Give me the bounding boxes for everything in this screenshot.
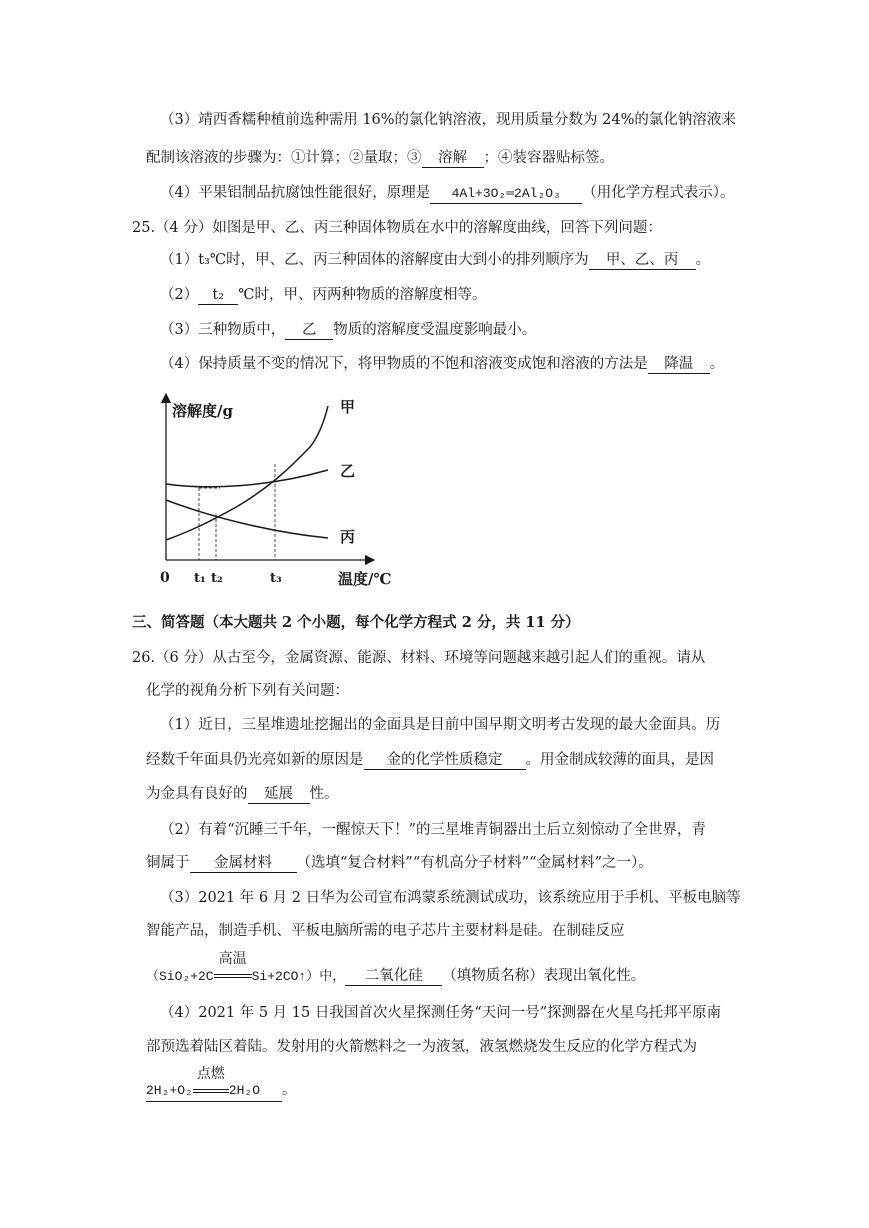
answer-blank: 降温 — [648, 355, 710, 374]
series-label-bing: 丙 — [340, 528, 356, 546]
answer-blank: 金属材料 — [190, 854, 297, 873]
text: 配制该溶液的步骤为：①计算；②量取；③ — [146, 150, 422, 166]
q26-part1-line2 — [146, 750, 714, 770]
answer-blank: 金的化学性质稳定 — [364, 751, 526, 770]
text: 部预选着陆区着陆。发射用的火箭燃料之一为液氢，液氢燃烧发生反应的化学方程式为 — [146, 1039, 697, 1055]
text: 。用金制成较薄的面具，是因 — [525, 752, 714, 768]
equals-sign — [193, 1089, 229, 1093]
q24-part3-line1 — [160, 110, 736, 130]
q26-part3-line1 — [160, 888, 741, 908]
text: 铜属于 — [146, 855, 190, 871]
text: （1）t₃℃时，甲、乙、丙三种固体的溶解度由大到小的排列顺序为 — [160, 252, 589, 268]
equation-right: Si+2CO↑）中， — [251, 969, 346, 984]
text: 26.（6 分）从古至今，金属资源、能源、材料、环境等问题越来越引起人们的重视。请从 — [132, 650, 706, 666]
text: 。 — [282, 1082, 297, 1098]
q26-part3-line2 — [146, 921, 625, 941]
answer-blank: 延展 — [248, 785, 310, 804]
q25-heading — [132, 218, 662, 238]
text: （2） — [160, 287, 199, 303]
t3-label: t₃ — [270, 571, 282, 586]
text: （用化学方程式表示）。 — [582, 185, 735, 201]
t2-label: t₂ — [211, 571, 223, 586]
text: 。 — [695, 252, 711, 268]
text: （3）靖西香糯种植前选种需用 16%的氯化钠溶液，现用质量分数为 24%的氯化钠溶液来 — [160, 112, 736, 128]
text: 为金具有良好的 — [146, 786, 248, 802]
answer-blank: 溶解 — [422, 149, 484, 168]
equals-sign — [214, 974, 252, 978]
q26-heading — [132, 648, 705, 668]
text: （4）平果铝制品抗腐蚀性能很好，原理是 — [160, 185, 431, 201]
condition-label: 高温 — [218, 951, 247, 967]
text: （4）2021 年 5 月 15 日我国首次火星探测任务“天问一号”探测器在火星乌托邦平原南 — [160, 1005, 722, 1021]
text: 化学的视角分析下列有关问题： — [146, 683, 349, 699]
q26-part4-line3 — [146, 1066, 297, 1102]
q25-part2 — [160, 285, 486, 305]
reaction-condition — [193, 1066, 229, 1101]
answer-blank: 甲、乙、丙 — [589, 251, 696, 270]
equation-right: 2H₂O — [228, 1083, 261, 1098]
equation-left: （SiO₂+2C — [146, 969, 214, 984]
equation-left: 2H₂+O₂ — [146, 1083, 193, 1098]
q25-part3 — [160, 320, 536, 340]
curve-yi — [166, 470, 328, 487]
q26-heading-line2 — [146, 681, 349, 701]
q26-part4-line1 — [160, 1003, 721, 1023]
text: （3）三种物质中， — [160, 322, 286, 338]
text: （选填“复合材料”“有机高分子材料”“金属材料”之一）。 — [296, 855, 653, 871]
condition-label: 点燃 — [196, 1066, 225, 1082]
answer-blank: 4Al+3O₂═2Al₂O₃ — [430, 185, 582, 204]
answer-blank: 二氧化硅 — [345, 967, 442, 986]
section-3-title — [132, 613, 580, 633]
answer-blank-equation — [146, 1066, 282, 1102]
q24-part3-line2 — [146, 148, 614, 168]
series-label-yi: 乙 — [340, 462, 356, 480]
t1-label: t₁ — [194, 571, 206, 586]
q26-part1-line1 — [160, 715, 720, 735]
answer-blank: 乙 — [285, 321, 333, 340]
text: 智能产品，制造手机、平板电脑所需的电子芯片主要材料是硅。在制硅反应 — [146, 923, 625, 939]
q25-part1 — [160, 250, 710, 270]
text: （1）近日，三星堆遗址挖掘出的金面具是目前中国早期文明考古发现的最大金面具。历 — [160, 717, 721, 733]
text: （4）保持质量不变的情况下，将甲物质的不饱和溶液变成饱和溶液的方法是 — [160, 356, 648, 372]
text: 物质的溶解度受温度影响最小。 — [333, 322, 537, 338]
text: （填物质名称）表现出氧化性。 — [442, 968, 646, 984]
curve-jia — [166, 406, 328, 540]
series-label-jia: 甲 — [340, 398, 356, 416]
text: （3）2021 年 6 月 2 日华为公司宣布鸿蒙系统测试成功，该系统应用于手机、平板电脑等 — [160, 890, 741, 906]
answer-blank: t₂ — [198, 286, 238, 305]
text: 性。 — [309, 786, 339, 802]
text: 三、简答题（本大题共 2 个小题，每个化学方程式 2 分，共 11 分） — [132, 614, 580, 631]
text: 。 — [709, 356, 725, 372]
text: ；④装容器贴标签。 — [483, 150, 614, 166]
solubility-curve-figure — [148, 392, 398, 592]
q26-part2-line2 — [146, 853, 653, 873]
q26-part4-line2 — [146, 1037, 697, 1057]
q26-part3-line3 — [146, 951, 646, 987]
q25-part4 — [160, 354, 724, 374]
reaction-condition — [214, 951, 252, 986]
y-axis-label: 溶解度/g — [172, 402, 233, 420]
text: （2）有着“沉睡三千年，一醒惊天下！”的三星堆青铜器出土后立刻惊动了全世界，青 — [160, 822, 707, 838]
q26-part1-line3 — [146, 784, 339, 804]
q26-part2-line1 — [160, 820, 706, 840]
text: 经数千年面具仍光亮如新的原因是 — [146, 752, 364, 768]
text: 25.（4 分）如图是甲、乙、丙三种固体物质在水中的溶解度曲线，回答下列问题： — [132, 220, 662, 236]
origin-label: 0 — [160, 570, 170, 586]
q24-part4 — [160, 183, 734, 204]
curve-bing — [166, 500, 328, 538]
x-axis-label: 温度/℃ — [338, 570, 392, 588]
text: ℃时，甲、丙两种物质的溶解度相等。 — [238, 287, 487, 303]
